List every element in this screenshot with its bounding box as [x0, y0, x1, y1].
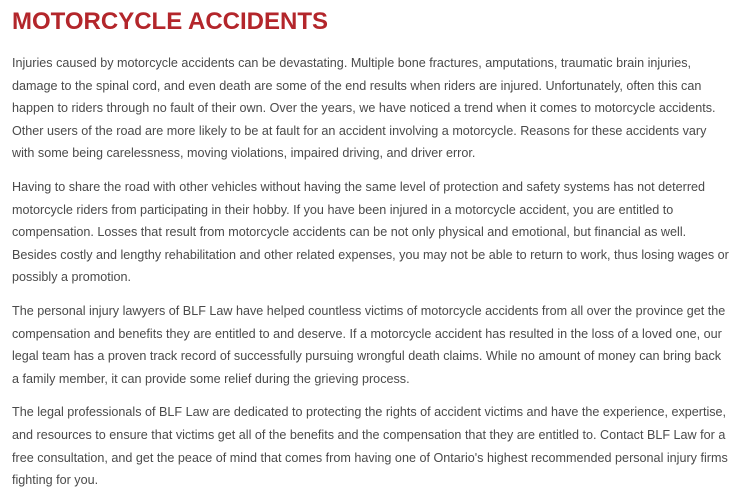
paragraph-4: The legal professionals of BLF Law are dedicated to protecting the rights of accident victims and have the experience, expertise, and resources to ensure that victims get all of the benefits and the compensation that they are entitled to. Contact BLF Law for a free consultation, and get the peace of mind that comes from having one of Ontario's highest recommended personal injury firms fighting for you.	[12, 405, 728, 488]
paragraph-2: Having to share the road with other vehicles without having the same level of protection and safety systems has not deterred motorcycle riders from participating in their hobby. If you have been injured in a motorcycle accident, you are entitled to compensation. Losses that result from motorcycle accidents can be not only physical and emotional, but financial as well. Besides costly and lengthy rehabilitation and other related expenses, you may not be able to return to work, thus losing wages or possibly a promotion.	[12, 179, 729, 285]
page-title: MOTORCYCLE ACCIDENTS	[12, 8, 329, 35]
paragraph-3: The personal injury lawyers of BLF Law have helped countless victims of motorcycle accidents from all over the province get the compensation and benefits they are entitled to and deserve. If a motorcycle accident has resulted in the loss of a loved one, our legal team has a proven track record of successfully pursuing wrongful death claims. While no amount of money can bring back a family member, it can provide some relief during the grieving process.	[12, 303, 726, 386]
paragraph-1: Injuries caused by motorcycle accidents can be devastating. Multiple bone fractures, amputations, traumatic brain injuries, damage to the spinal cord, and even death are some of the end results when riders are injured. Unfortunately, often this can happen to riders through no fault of their own. Over the years, we have noticed a trend when it comes to motorcycle accidents. Other users of the road are more likely to be at fault for an accident involving a motorcycle. Reasons for these accidents vary with some being carelessness, moving violations, impaired driving, and driver error.	[12, 56, 716, 161]
